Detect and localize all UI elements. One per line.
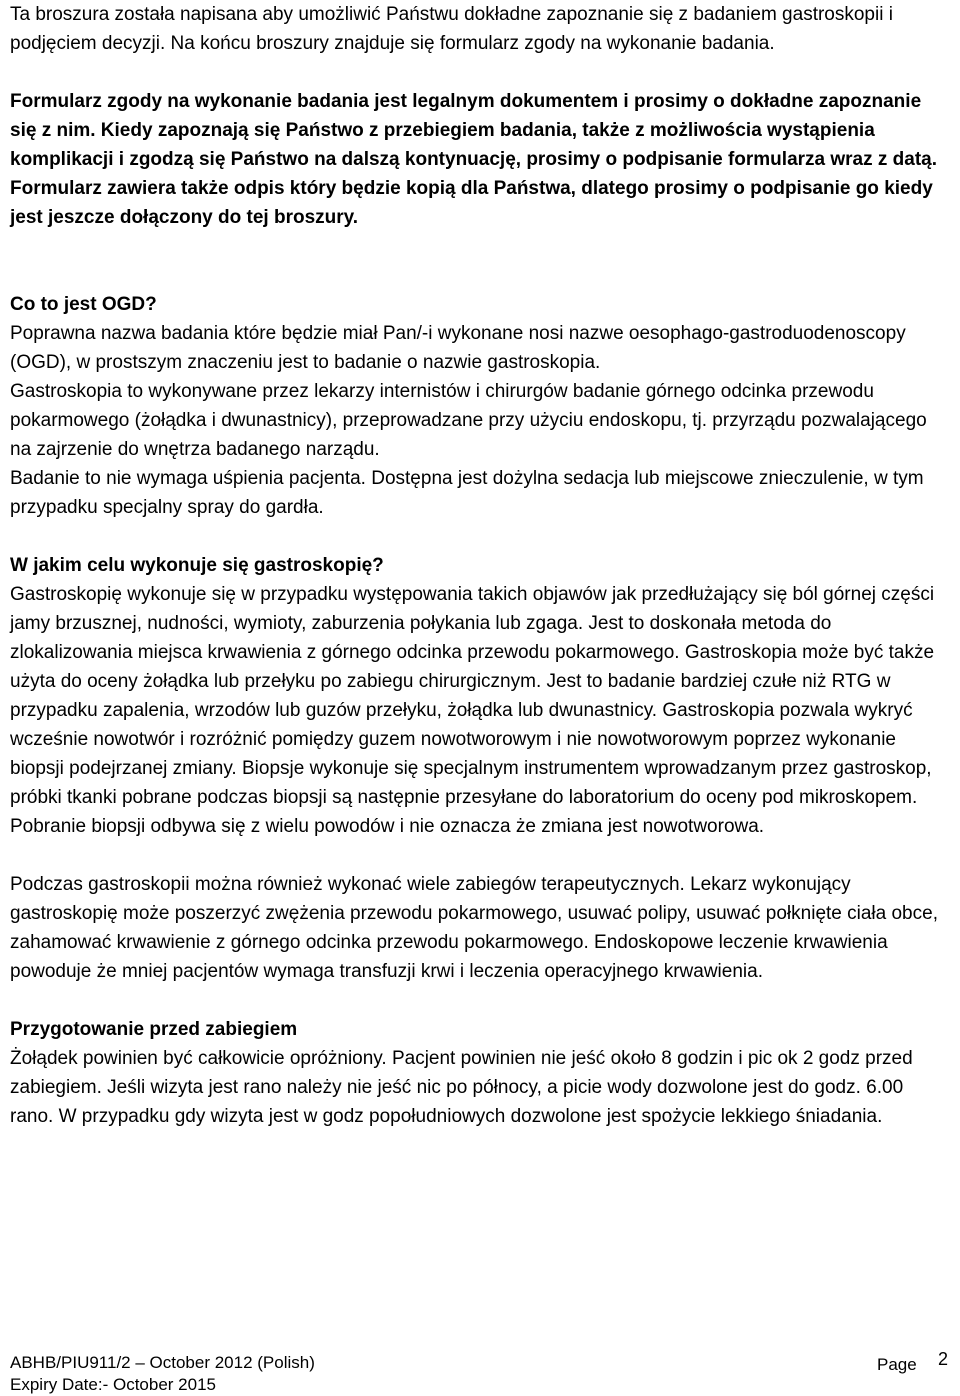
section-heading-purpose: W jakim celu wykonuje się gastroskopię? xyxy=(10,555,384,576)
purpose-paragraph: Gastroskopię wykonuje się w przypadku występowania takich objawów jak przedłużający się ból górnej części jamy brzusznej, nudności, wymioty, zaburzenia połykania lub zgaga. Jest to doskonała metoda do zlokalizowania miejsca krwawienia z górnego odcinka przewodu pokarmowego. Gastroskopia może być także użyta do oceny żołądka lub przełyku po zabiegu chirurgicznym. Jest to badanie bardziej czułe niż RTG w przypadku zapalenia, wrzodów lub guzów przełyku, żołądka lub dwunastnicy. Gastroskopia pozwala wykryć wcześnie nowotwór i rozróżnić pomiędzy guzem nowotworowym i nie nowotworowym poprzez wykonanie biopsji podejrzanej zmiany. Biopsje wykonuje się specjalnym instrumentem wprowadzanym przez gastroskop, próbki tkanki pobrane podczas biopsji są następnie przesyłane do laboratorium do oceny pod mikroskopem. Pobranie biopsji odbywa się z wielu powodów i nie oznacza że zmiana jest nowotworowa. xyxy=(10,584,935,837)
therapeutic-paragraph: Podczas gastroskopii można również wykonać wiele zabiegów terapeutycznych. Lekarz wykonujący gastroskopię może poszerzyć zwężenia przewodu pokarmowego, usuwać polipy, usuwać połknięte ciała obce, zahamować krwawienie z górnego odcinka przewodu pokarmowego. Endoskopowe leczenie krwawienia powoduje że mniej pacjentów wymaga transfuzji krwi i leczenia operacyjnego krwawienia. xyxy=(10,874,938,982)
footer-page-number: 2 xyxy=(938,1349,949,1369)
section-heading-preparation: Przygotowanie przed zabiegiem xyxy=(10,1019,298,1040)
consent-notice-paragraph: Formularz zgody na wykonanie badania jest legalnym dokumentem i prosimy o dokładne zapoznanie się z nim. Kiedy zapoznają się Państwo z przebiegiem badania, także z możliwościa wystąpienia komplikacji i zgodzą się Państwo na dalszą kontynuację, prosimy o podpisanie formularza wraz z datą. Formularz zawiera także odpis który będzie kopią dla Państwa, dlatego prosimy o podpisanie go kiedy jest jeszcze dołączony do tej broszury. xyxy=(10,91,938,228)
section-preparation xyxy=(10,1015,950,1131)
ogd-paragraph-3: Badanie to nie wymaga uśpienia pacjenta. Dostępna jest dożylna sedacja lub miejscowe znieczulenie, w tym przypadku specjalny spray do gardła. xyxy=(10,468,924,518)
section-heading-what-is-ogd: Co to jest OGD? xyxy=(10,294,157,315)
section-purpose xyxy=(10,551,950,841)
ogd-paragraph-2: Gastroskopia to wykonywane przez lekarzy internistów i chirurgów badanie górnego odcinka przewodu pokarmowego (żołądka i dwunastnicy), przeprowadzane przy użyciu endoskopu, tj. przyrządu pozwalającego na zajrzenie do wnętrza badanego narządu. xyxy=(10,381,927,460)
preparation-paragraph: Żołądek powinien być całkowicie opróżniony. Pacjent powinien nie jeść około 8 godzin i pic ok 2 godz przed zabiegiem. Jeśli wizyta jest rano należy nie jeść nic po północy, a picie wody dozwolone jest do godz. 6.00 rano. W przypadku gdy wizyta jest w godz popołudniowych dozwolone jest spożycie lekkiego śniadania. xyxy=(10,1048,913,1127)
footer-page-label: Page xyxy=(877,1355,917,1374)
section-what-is-ogd xyxy=(10,290,950,522)
intro-paragraph: Ta broszura została napisana aby umożliwić Państwu dokładne zapoznanie się z badaniem gastroskopii i podjęciem decyzji. Na końcu broszury znajduje się formularz zgody na wykonanie badania. xyxy=(10,4,893,54)
section-therapeutic xyxy=(10,870,950,986)
footer-expiry-date: Expiry Date:- October 2015 xyxy=(10,1375,216,1394)
footer-doc-reference: ABHB/PIU911/2 – October 2012 (Polish) xyxy=(10,1353,315,1372)
document-body xyxy=(10,0,950,1160)
ogd-paragraph-1: Poprawna nazwa badania które będzie miał Pan/-i wykonane nosi nazwe oesophago-gastroduodenoscopy (OGD), w prostszym znaczeniu jest to badanie o nazwie gastroskopia. xyxy=(10,323,906,373)
page-footer xyxy=(10,1352,950,1396)
